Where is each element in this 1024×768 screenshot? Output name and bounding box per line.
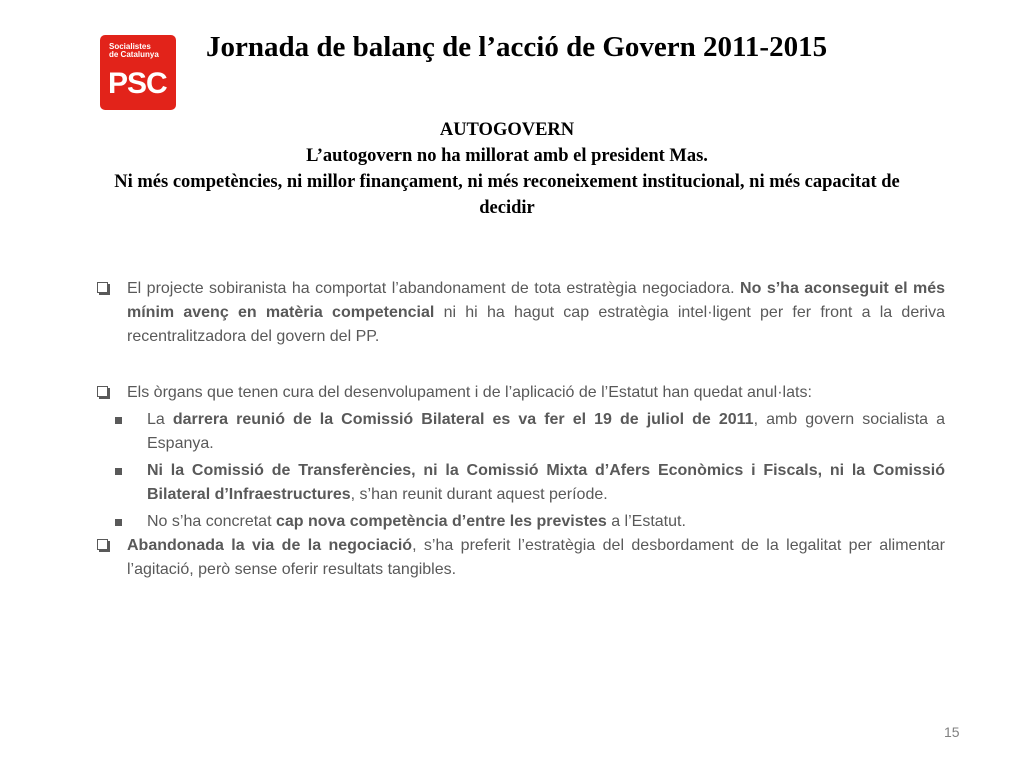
bullet-item: El projecte sobiranista ha comportat l’abandonament de tota estratègia negociadora. No s’ha aconseguit el més mínim avenç en matèria competencial ni hi ha hagut cap estratègia intel·ligent per fer front a la deriva recentralitzadora del govern del PP. [96,277,945,349]
psc-logo [100,35,176,110]
square-bullet-icon [115,417,122,424]
sub-list-container [65,408,945,534]
slide-title: Jornada de balanç de l’acció de Govern 2011-2015 [206,31,828,63]
slide-content [96,277,945,582]
section-detail: Ni més competències, ni millor finançament, ni més reconeixement institucional, ni més capacitat de decidir [114,172,900,218]
section-claim: L’autogovern no ha millorat amb el president Mas. [306,146,708,166]
checkbox-bullet-icon [97,539,108,550]
section-label: AUTOGOVERN [439,120,575,140]
logo-wordmark: PSC [108,67,167,100]
checkbox-bullet-icon [97,282,108,293]
page-number: 15 [944,724,960,740]
logo-line2: de Catalunya [109,50,159,59]
square-bullet-icon [115,468,122,475]
bullet-item: Els òrgans que tenen cura del desenvolupament i de l’aplicació de l’Estatut han quedat anul·lats: [96,381,945,405]
section-heading [92,117,922,221]
square-bullet-icon [115,519,122,526]
checkbox-bullet-icon [97,386,108,397]
bullet-item: Abandonada la via de la negociació, s’ha preferit l’estratègia del desbordament de la legalitat per alimentar l’agitació, però sense oferir resultats tangibles. [96,534,945,582]
sub-bullet-item: La darrera reunió de la Comissió Bilateral es va fer el 19 de juliol de 2011, amb govern socialista a Espanya. [65,408,945,456]
logo-tagline [109,43,159,59]
sub-bullet-item: Ni la Comissió de Transferències, ni la Comissió Mixta d’Afers Econòmics i Fiscals, ni la Comissió Bilateral d’Infraestructures, s’han reunit durant aquest període. [65,459,945,507]
logo-line1: Socialistes [109,42,151,51]
sub-bullet-item: No s’ha concretat cap nova competència d’entre les previstes a l’Estatut. [65,510,945,534]
